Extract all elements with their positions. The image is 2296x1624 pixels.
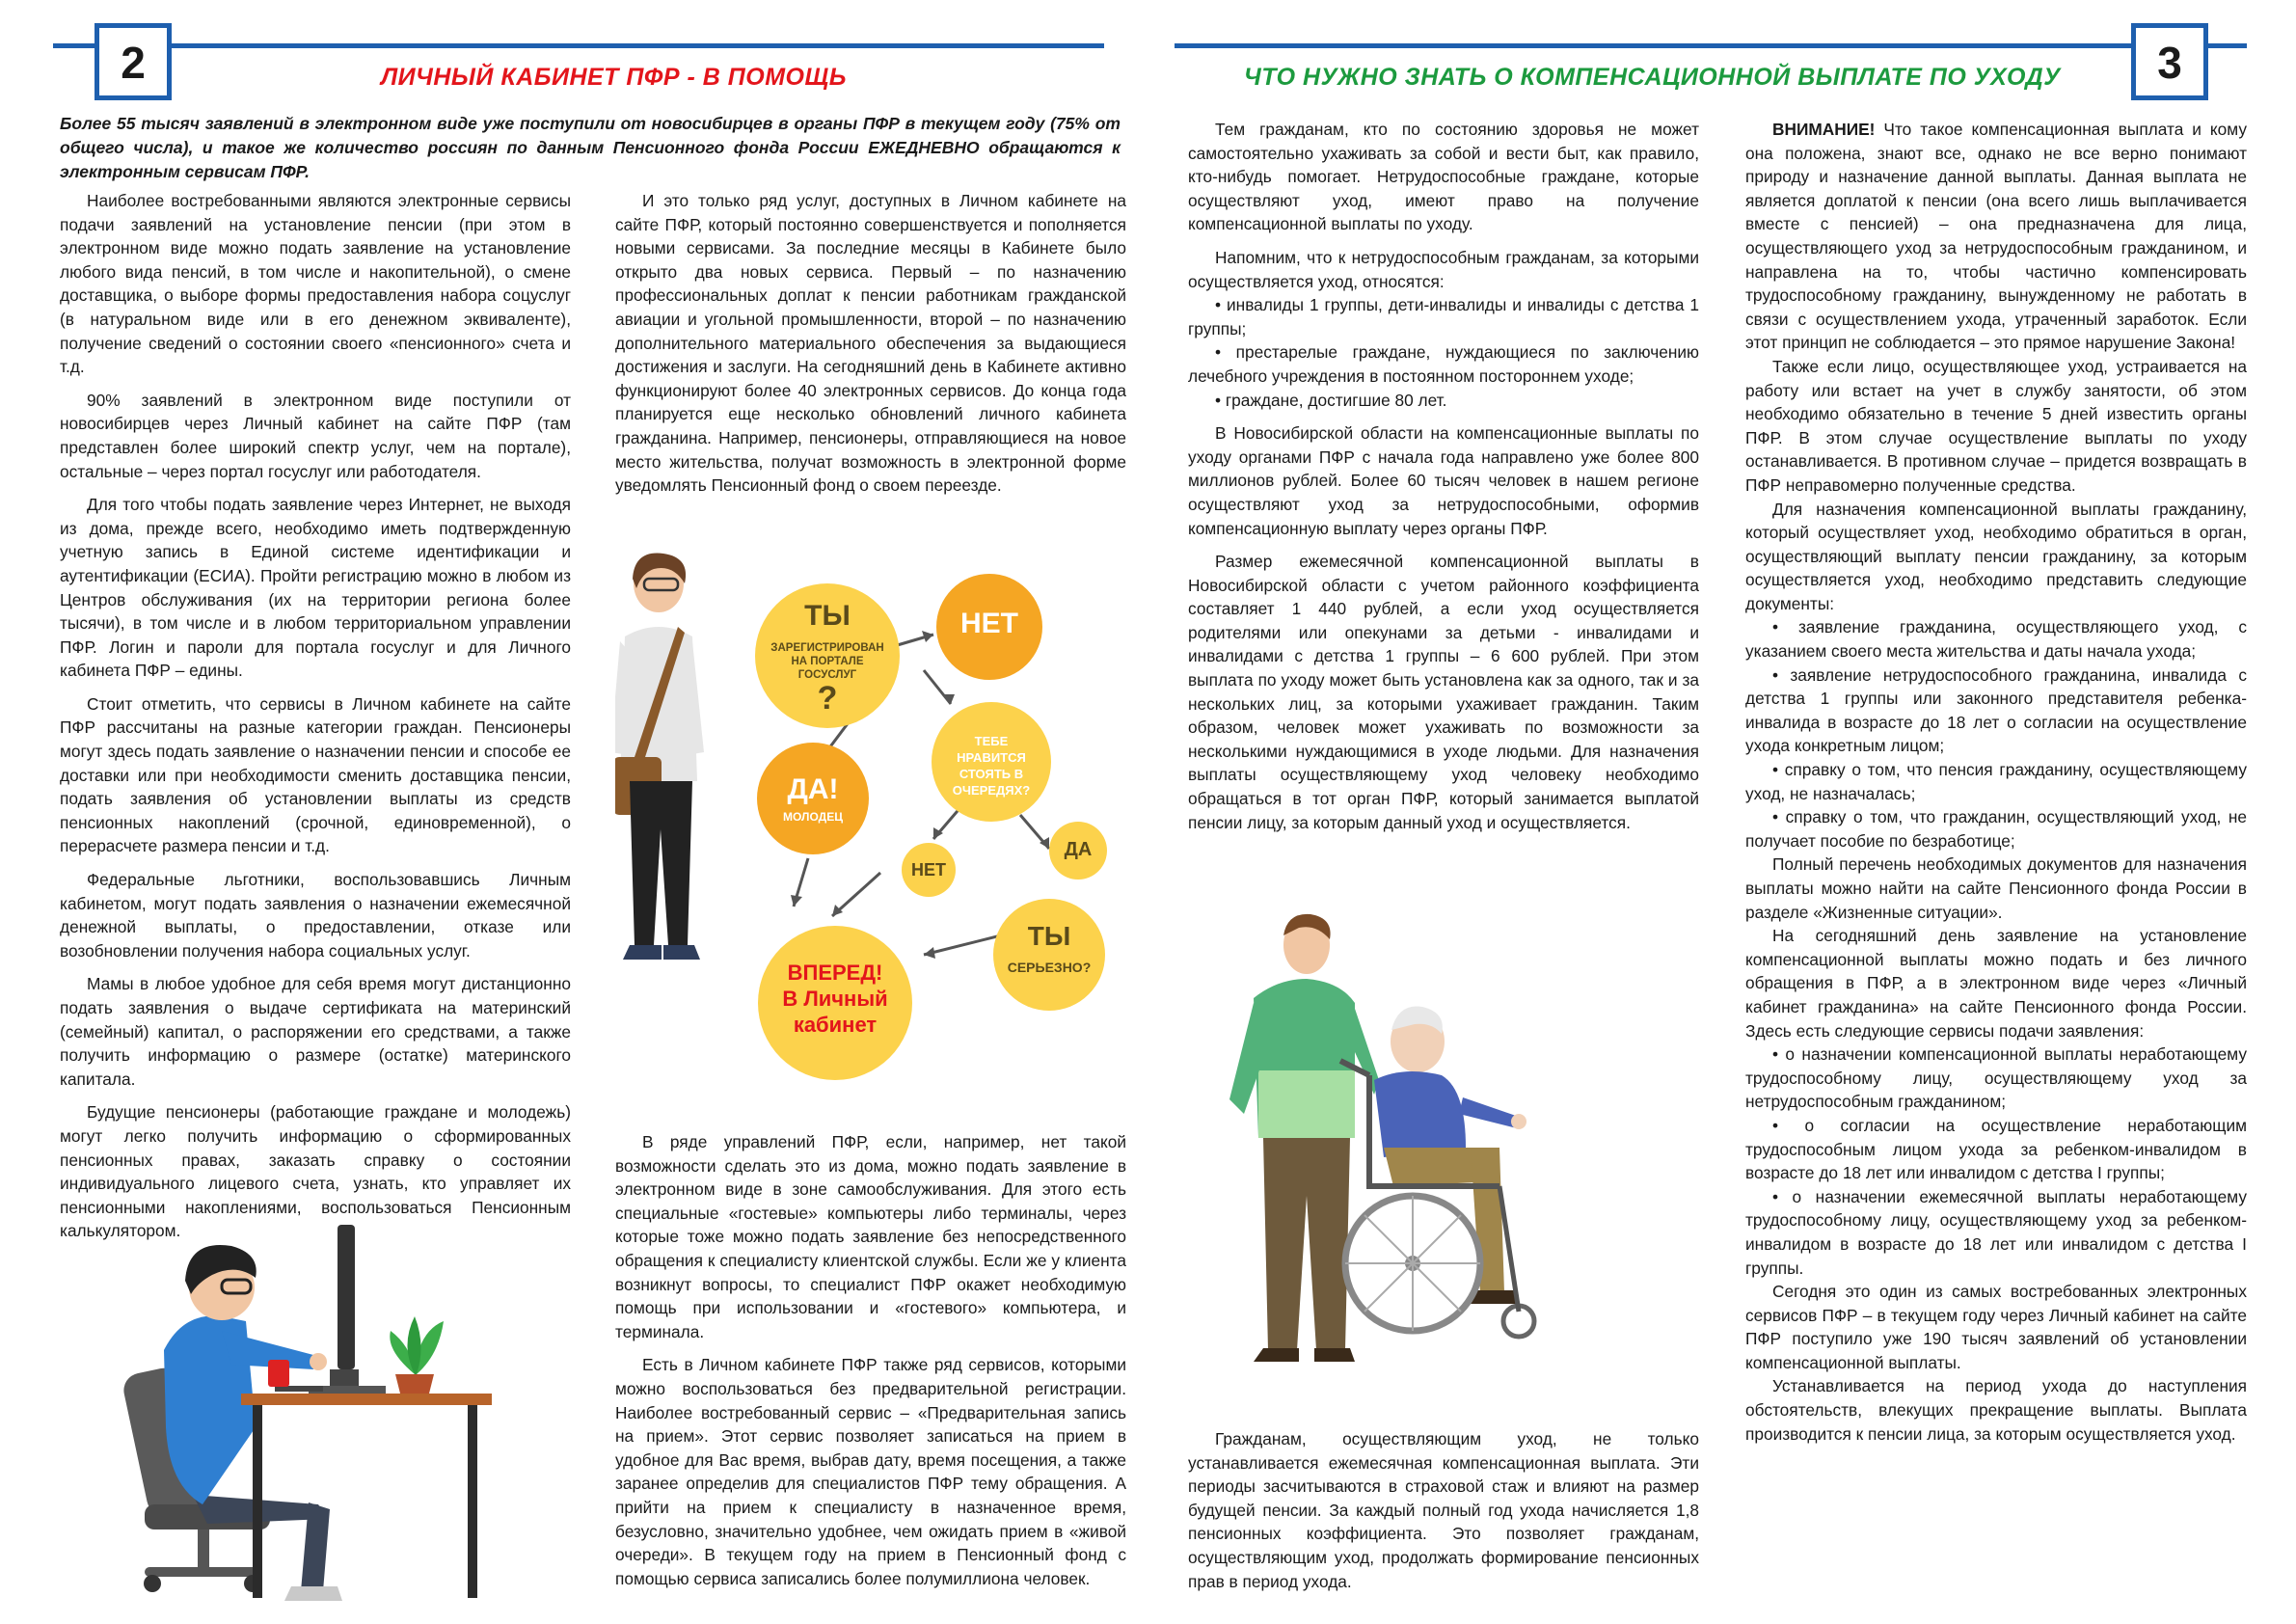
left-column-1 bbox=[60, 189, 571, 1243]
bubble-serious-top: ТЫ bbox=[1027, 921, 1071, 951]
paragraph: Напомним, что к нетрудоспособным гражданам, за которыми осуществляется уход, относятся: bbox=[1188, 247, 1699, 291]
bubble-registered-text: ЗАРЕГИСТРИРОВАН НА ПОРТАЛЕ ГОСУСЛУГ bbox=[770, 642, 884, 681]
right-column-1 bbox=[1188, 118, 1699, 834]
paragraph: Сегодня это один из самых востребованных электронных сервисов ПФР – в текущем году через Личный кабинет на сайте ПФР поступило уже 190 тысяч заявлений об установлении компенсационной выплаты. bbox=[1745, 1282, 2247, 1372]
paragraph: Полный перечень необходимых документов для назначения выплаты можно найти на сайте Пенсионного фонда России в разделе «Жизненные ситуации». bbox=[1745, 854, 2247, 922]
bubble-yes-2-label: ДА bbox=[1064, 839, 1093, 860]
paragraph: Устанавливается на период ухода до наступления обстоятельств, влекущих прекращение выплаты. Выплата производится к пенсии лица, за которым осуществляется уход. bbox=[1745, 1376, 2247, 1444]
paragraph: Для назначения компенсационной выплаты гражданину, который осуществляет уход, необходимо обратиться в орган, осуществляющий выплату пенсии гражданину, за которым осуществляется уход, необходимо представить следующие документы: bbox=[1745, 499, 2247, 613]
bubble-serious bbox=[993, 899, 1105, 1011]
attention-label: ВНИМАНИЕ! bbox=[1772, 120, 1876, 139]
list-item: • справку о том, что пенсия гражданину, осуществляющему уход, не назначалась; bbox=[1745, 760, 2247, 803]
paragraph: Будущие пенсионеры (работающие граждане и молодежь) могут легко получить информацию о сформированных пенсионных правах, заказать справку о состоянии индивидуального лицевого счета, узнать, кто управляет их пенсионными накоплениями, воспользоваться Пенсионным калькулятором. bbox=[60, 1102, 571, 1241]
registration-flowchart bbox=[615, 550, 1136, 1119]
paragraph: Наиболее востребованными являются электронные сервисы подачи заявлений на установление пенсии (при этом в электронном виде можно подать заявление на установление любого вида пенсий, в том числе и накопительной), о смене доставщика, о выборе формы предоставления набора соцуслуг (в натуральном виде или в его денежном эквиваленте), получение сведений о состоянии своего «пенсионного» счета и т.д. bbox=[60, 191, 571, 377]
caregiver-wheelchair-illustration bbox=[1210, 907, 1577, 1379]
left-column-2-bottom bbox=[615, 1130, 1126, 1590]
list-item: • заявление гражданина, осуществляющего уход, с указанием своего места жительства и даты начала ухода; bbox=[1745, 617, 2247, 662]
paragraph: На сегодняшний день заявление на установление компенсационной выплаты можно подать и без личного обращения в ПФР, а в электронном виде через «Личный кабинет гражданина» на сайте Пенсионного фонда России. Здесь есть следующие сервисы подачи заявления: bbox=[1745, 926, 2247, 1041]
right-column-2 bbox=[1745, 118, 2247, 1446]
paragraph: Размер ежемесячной компенсационной выплаты в Новосибирской области с учетом районного коэффициента составляет 1 440 рублей, а если уход осуществляется родителями или опекунами за детьми - инвалидами и инвалидами с детства 1 группы – 6 600 рублей. При этом выплата по уходу может быть установлена как за одного, так и за нескольких лиц, за которыми ухаживает гражданин. Таким образом, человек может ухаживать по возможности за несколькими нуждающимися в уходе людьми. Для назначения выплаты осуществляющему уход человеку необходимо обращаться в тот орган ПФР, который занимается выплатой пенсии лицу, за которым данный уход и осуществляется. bbox=[1188, 552, 1699, 832]
list-item: • о назначении компенсационной выплаты неработающему трудоспособному лицу, осуществляющему уход за нетрудоспособным гражданином; bbox=[1745, 1044, 2247, 1112]
paragraph: Есть в Личном кабинете ПФР также ряд сервисов, которыми можно воспользоваться без предварительной регистрации. Наиболее востребованный сервис – «Предварительная запись на прием». Этот сервис позволяет записаться на прием в удобное для Вас время, выбрав дату, время посещения, а также заранее определив для специалистов ПФР тему обращения. А прийти на прием к специалисту в назначенное время, безусловно, значительно удобнее, чем ожидать прием в «живой очереди». В текущем году на прием в Пенсионный фонд с помощью сервиса записались более полумиллиона человек. bbox=[615, 1355, 1126, 1588]
paragraph: В Новосибирской области на компенсационные выплаты по уходу органами ПФР с начала года направлено уже более 800 миллионов рублей. Более 60 тысяч человек в нашем регионе осуществляют уход за нетрудоспособными, оформив компенсационную выплату через органы ПФР. bbox=[1188, 423, 1699, 538]
list-item: • инвалиды 1 группы, дети-инвалиды и инвалиды с детства 1 группы; bbox=[1188, 295, 1699, 338]
page-number-right: 3 bbox=[2131, 23, 2208, 100]
paragraph: 90% заявлений в электронном виде поступили от новосибирцев через Личный кабинет на сайте ПФР (там представлен более широкий спектр услуг, чем на портале), остальные – через портал госуслуг или работодателя. bbox=[60, 390, 571, 481]
bubble-final-label: ВПЕРЕД! В Личный кабинет bbox=[782, 961, 888, 1037]
list-item: • граждане, достигшие 80 лет. bbox=[1215, 390, 1447, 410]
right-page-title: ЧТО НУЖНО ЗНАТЬ О КОМПЕНСАЦИОННОЙ ВЫПЛАТЕ ПО УХОДУ bbox=[1244, 64, 2061, 91]
paragraph: Стоит отметить, что сервисы в Личном кабинете на сайте ПФР рассчитаны на разные категории граждан. Пенсионеры могут здесь подать заявление о назначении пенсии и способе ее доставки или при необходимости сменить доставщика пенсии, подать заявления об установлении выплаты из средств пенсионных накоплений (срочной, единовременной), о перерасчете размера пенсии и т.д. bbox=[60, 693, 571, 856]
left-lead-paragraph: Более 55 тысяч заявлений в электронном виде уже поступили от новосибирцев в органы ПФР в текущем году (75% от общего числа), и такое же количество россиян по данным Пенсионного фонда России ЕЖЕДНЕВНО обращаются к электронным сервисам ПФР. bbox=[60, 114, 1121, 181]
paragraph: Также если лицо, осуществляющее уход, устраивается на работу или встает на учет в службу занятости, об этом необходимо обязательно в течение 5 дней известить органы ПФР. В этом случае осуществление выплаты по уходу останавливается. В противном случае – придется возвращать в ПФР неправомерно полученные средства. bbox=[1745, 356, 2247, 495]
left-page-title: ЛИЧНЫЙ КАБИНЕТ ПФР - В ПОМОЩЬ bbox=[381, 64, 847, 91]
bubble-no-1-label: НЕТ bbox=[960, 608, 1018, 639]
bubble-no-2-label: НЕТ bbox=[911, 860, 946, 880]
bubble-yes-1-label: ДА! bbox=[787, 773, 839, 805]
left-header-rule bbox=[53, 43, 1104, 48]
paragraph: Тем гражданам, кто по состоянию здоровья не может самостоятельно ухаживать за собой и вести быт, как правило, кто-нибудь помогает. Нетрудоспособные граждане, которые осуществляют уход, имеют право на получение компенсационной выплаты по уходу. bbox=[1188, 120, 1699, 234]
bubble-serious-bottom: СЕРЬЕЗНО? bbox=[1007, 960, 1092, 975]
list-item: • заявление нетрудоспособного гражданина, инвалида с детства 1 группы или законного представителя ребенка-инвалида в возрасте до 18 лет о согласии на осуществление ухода конкретным лицом; bbox=[1745, 664, 2247, 756]
left-column-2 bbox=[615, 189, 1126, 498]
right-column-1-bottom bbox=[1188, 1427, 1699, 1593]
man-at-computer-illustration bbox=[77, 1186, 521, 1610]
bubble-yes-1-sub: МОЛОДЕЦ bbox=[783, 810, 843, 824]
right-header-rule bbox=[1175, 43, 2247, 48]
list-item: • о согласии на осуществление неработающим трудоспособным лицом ухода за ребенком-инвалидом в возрасте до 18 лет или инвалидом с детства I группы; bbox=[1745, 1115, 2247, 1183]
paragraph: Гражданам, осуществляющим уход, не только устанавливается ежемесячная компенсационная выплата. Эти периоды засчитываются в страховой стаж и влияют на размер будущей пенсии. За каждый полный год ухода начисляется 1,8 пенсионных коэффициента. Это позволяет гражданам, осуществляющим уход, продолжать формирование пенсионных прав в период ухода. bbox=[1188, 1429, 1699, 1591]
list-item: • о назначении ежемесячной выплаты неработающему трудоспособному лицу, осуществляющему уход за ребенком-инвалидом в возрасте до 18 лет или инвалидом с детства I группы. bbox=[1745, 1186, 2247, 1278]
paragraph: Федеральные льготники, воспользовавшись Личным кабинетом, могут подать заявления о назначении ежемесячной денежной выплаты, о предоставлении, отказе или возобновлении получения набора социальных услуг. bbox=[60, 870, 571, 961]
paragraph: Мамы в любое удобное для себя время могут дистанционно подать заявления о выдаче сертификата на материнский (семейный) капитал, о распоряжении его средствами, а также получить информацию о размере (остатке) материнского капитала. bbox=[60, 974, 571, 1089]
bubble-registered-title: ТЫ bbox=[804, 600, 851, 632]
list-item: • справку о том, что гражданин, осуществляющий уход, не получает пособие по безработице; bbox=[1745, 807, 2247, 851]
page-number-left: 2 bbox=[95, 23, 172, 100]
bubble-registered-mark: ? bbox=[817, 680, 838, 717]
paragraph: И это только ряд услуг, доступных в Личном кабинете на сайте ПФР, который постоянно совершенствуется и пополняется новыми сервисами. За последние месяцы в Кабинете было открыто два новых сервиса. Первый – по назначению профессиональных доплат к пенсии работникам гражданской авиации и угольной промышленности, второй – по назначению дополнительного материального обеспечения за выдающиеся достижения и заслуги. На сегодняшний день в Кабинете активно функционируют более 40 электронных сервисов. До конца года планируется еще несколько обновлений личного кабинета гражданина. Например, пенсионеры, отправляющиеся на новое место жительства, получат возможность в электронной форме уведомлять Пенсионный фонд о своем переезде. bbox=[615, 191, 1126, 496]
list-item: • престарелые граждане, нуждающиеся по заключению лечебного учреждения в постоянном постороннем уходе; bbox=[1188, 342, 1699, 386]
paragraph: В ряде управлений ПФР, если, например, нет такой возможности сделать это из дома, можно подать заявление в электронном виде в зоне самообслуживания. Для этого есть специальные «гостевые» компьютеры либо терминалы, через которые тоже можно подать заявление без непосредственного обращения к специалисту клиентской службы. Если же у клиента возникнут вопросы, то специалист ПФР окажет необходимую помощь при использовании и «гостевого» компьютера, и терминала. bbox=[615, 1132, 1126, 1341]
paragraph bbox=[1745, 118, 2247, 355]
paragraph: Для того чтобы подать заявление через Интернет, не выходя из дома, прежде всего, необходимо иметь подтвержденную учетную запись в Единой системе идентификации и аутентификации (ЕСИА). Пройти регистрацию можно в любом из Центров обслуживания (их на территории региона более тысячи), в том числе и в любом территориальном управлении ПФР. Логин и пароли для портала госуслуг и для Личного кабинета ПФР – едины. bbox=[60, 495, 571, 681]
bubble-queue-label: ТЕБЕ НРАВИТСЯ СТОЯТЬ В ОЧЕРЕДЯХ? bbox=[952, 734, 1031, 798]
attention-text: Что такое компенсационная выплата и кому она положена, знают все, однако не все верно понимают природу и назначение данной выплаты. Данная выплата не является доплатой к пенсии (она всего лишь выплачивается вместе с пенсией) – она предназначена для лица, осуществляющего уход за нетрудоспособным гражданином, и направлена на то, чтобы частично компенсировать трудоспособному гражданину, вынужденному не работать в связи с осуществлением ухода, утраченный заработок. Если этот принцип не соблюдается – это прямое нарушение Закона! bbox=[1745, 120, 2247, 353]
